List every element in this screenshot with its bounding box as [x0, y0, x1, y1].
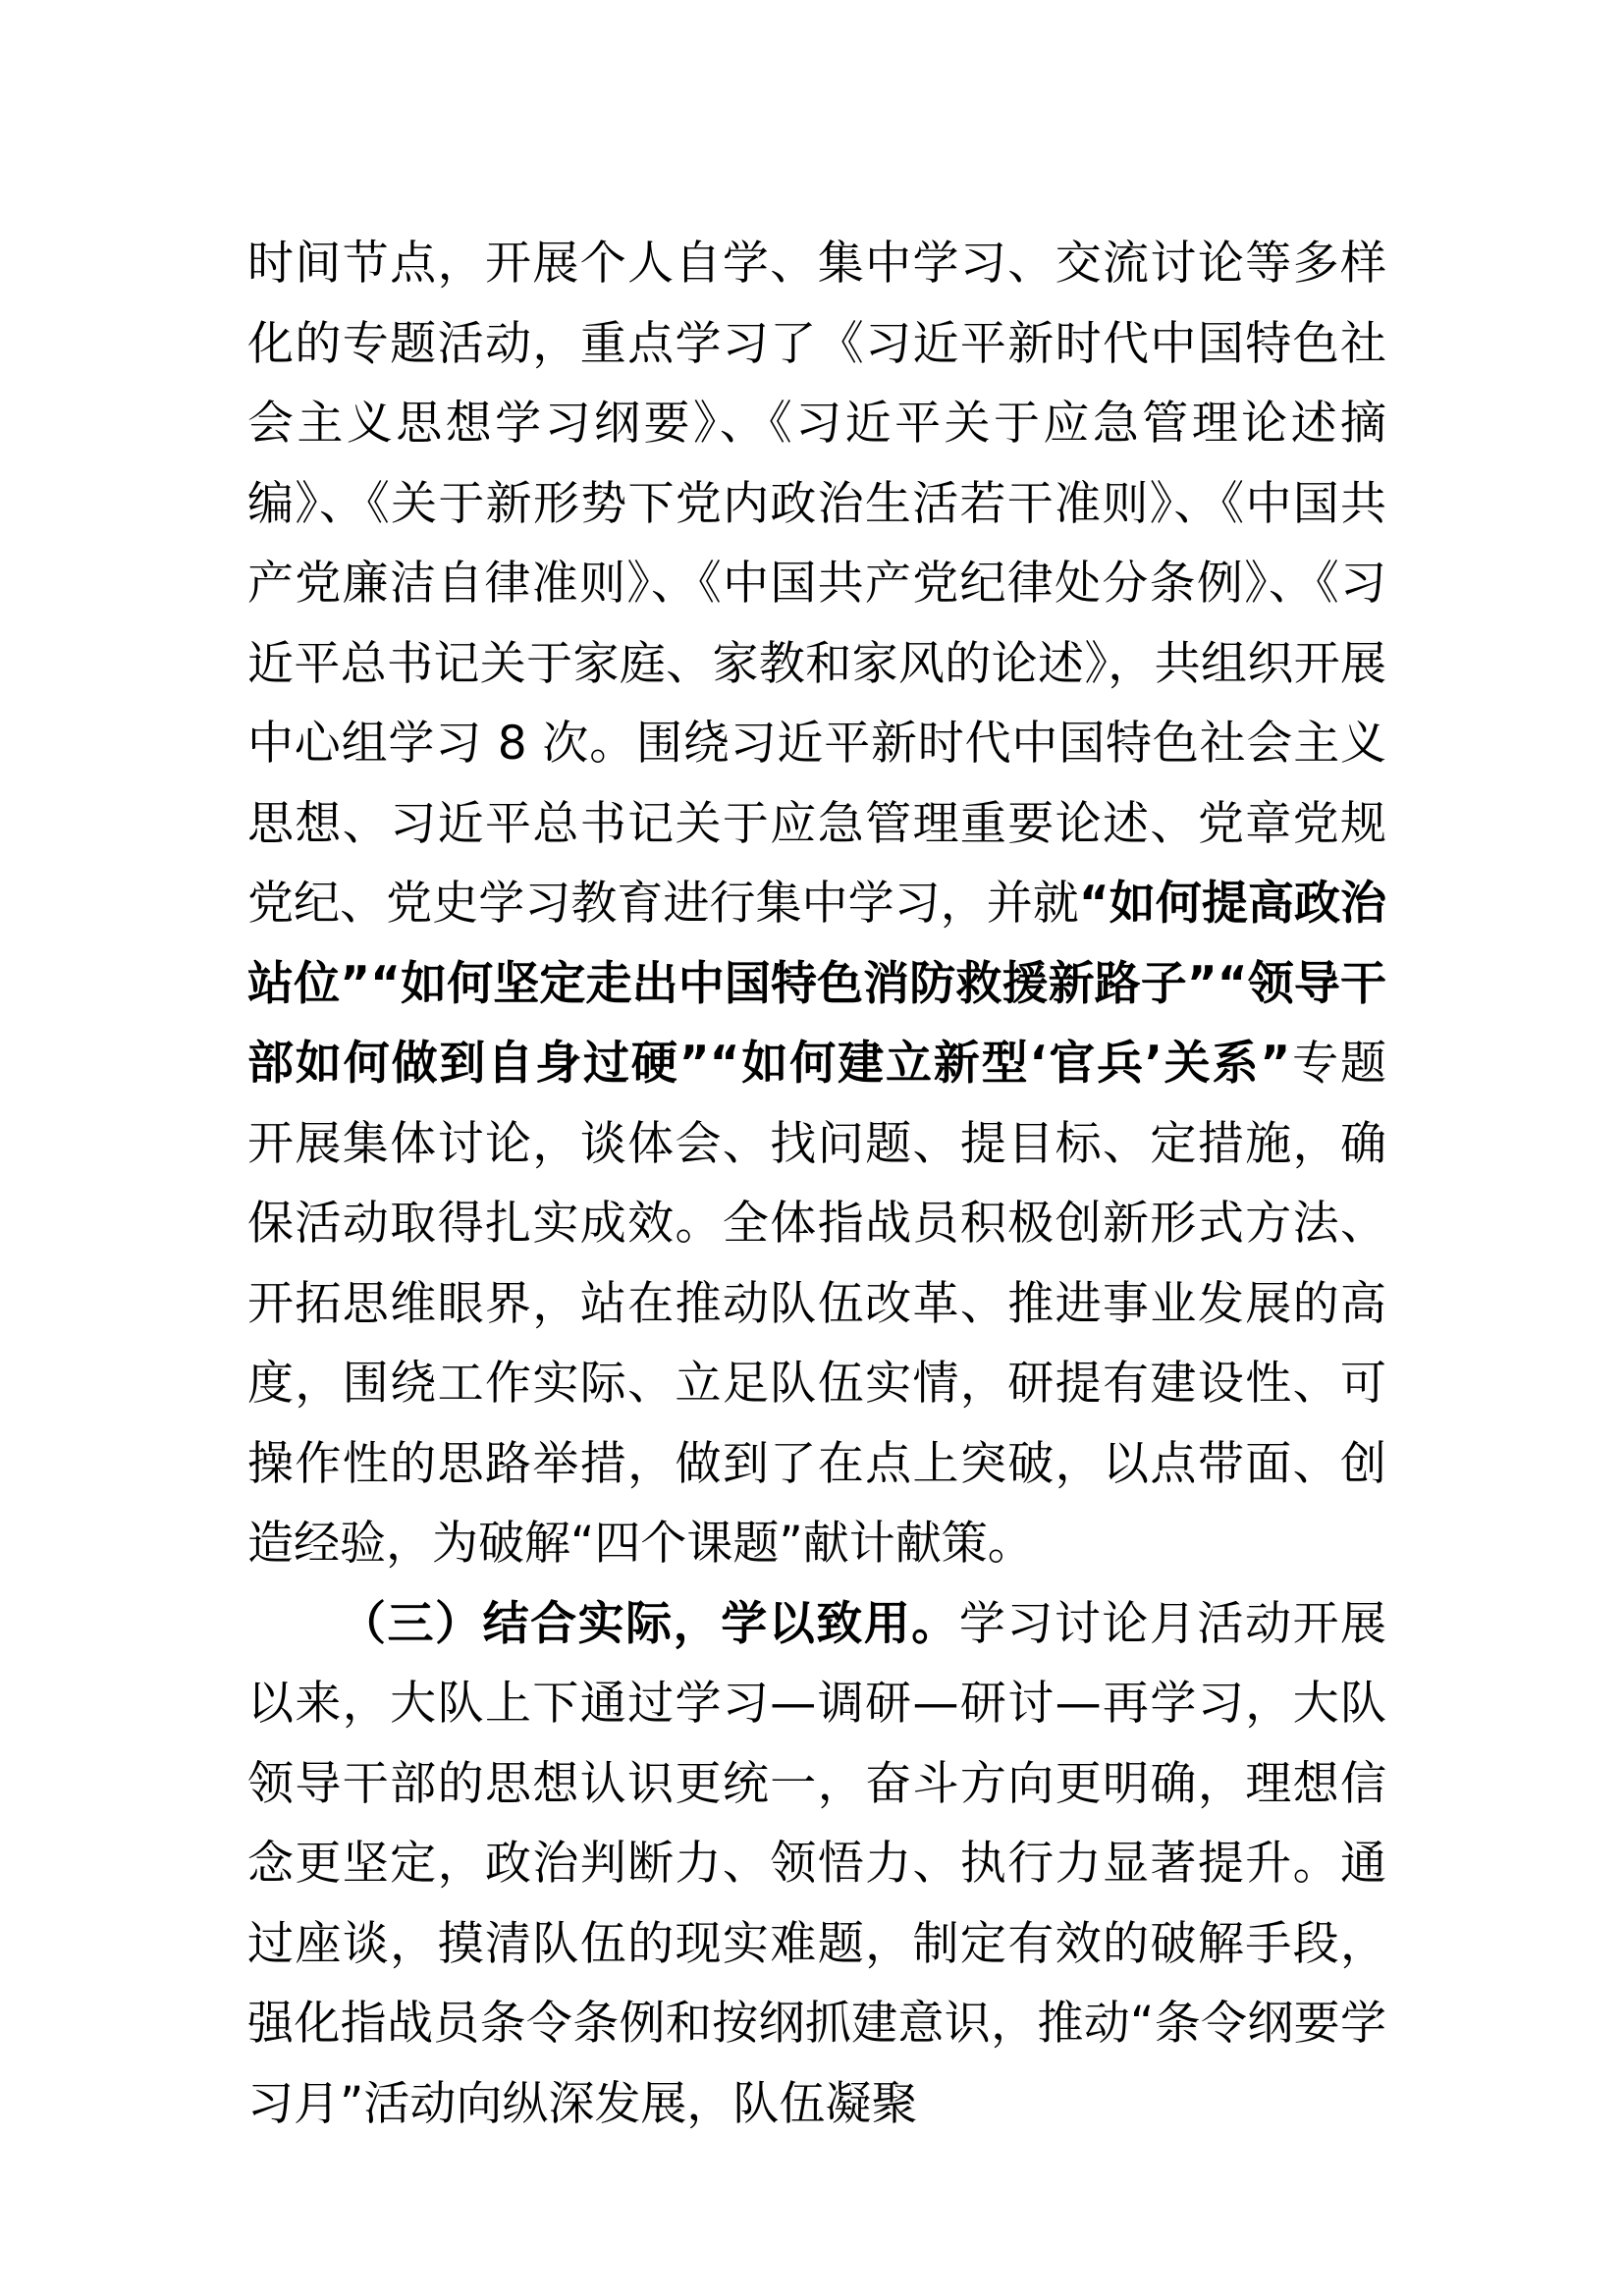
document-body: [247, 224, 1386, 2144]
section-heading: （三）结合实际，学以致用。: [340, 1596, 959, 1651]
paragraph-text: 时间节点，开展个人自学、集中学习、交流讨论等多样化的专题活动，重点学习了《习近平新时代中国特色社会主义思想学习纲要》、《习近平关于应急管理论述摘编》、《关于新形势下党内政治生活若干准则》、《中国共产党廉洁自律准则》、《中国共产党纪律处分条例》、《习近平总书记关于家庭、家教和家风的论述》，共组织开展中心组学习 8 次。围绕习近平新时代中国特色社会主义思想、习近平总书记关于应急管理重要论述、党章党规党纪、党史学习教育进行集中学习，并就: [247, 237, 1386, 931]
paragraph-study-activities: [247, 224, 1386, 1584]
paragraph-section-three: [247, 1584, 1386, 2145]
discussion-topics-bold: “如何提高政治站位”“如何坚定走出中国特色消防救援新路子”“领导干部如何做到自身过硬”“如何建立新型‘官兵’关系”: [247, 877, 1387, 1091]
paragraph-text-continued: 专题开展集体讨论，谈体会、找问题、提目标、定措施，确保活动取得扎实成效。全体指战员积极创新形式方法、开拓思维眼界，站在推动队伍改革、推进事业发展的高度，围绕工作实际、立足队伍实情，研提有建设性、可操作性的思路举措，做到了在点上突破，以点带面、创造经验，为破解“四个课题”献计献策。: [247, 1037, 1386, 1571]
section-body-text: 学习讨论月活动开展以来，大队上下通过学习—调研—研讨—再学习，大队领导干部的思想认识更统一，奋斗方向更明确，理想信念更坚定，政治判断力、领悟力、执行力显著提升。通过座谈，摸清队伍的现实难题，制定有效的破解手段，强化指战员条令条例和按纲抓建意识，推动“条令纲要学习月”活动向纵深发展，队伍凝聚: [247, 1596, 1387, 2131]
